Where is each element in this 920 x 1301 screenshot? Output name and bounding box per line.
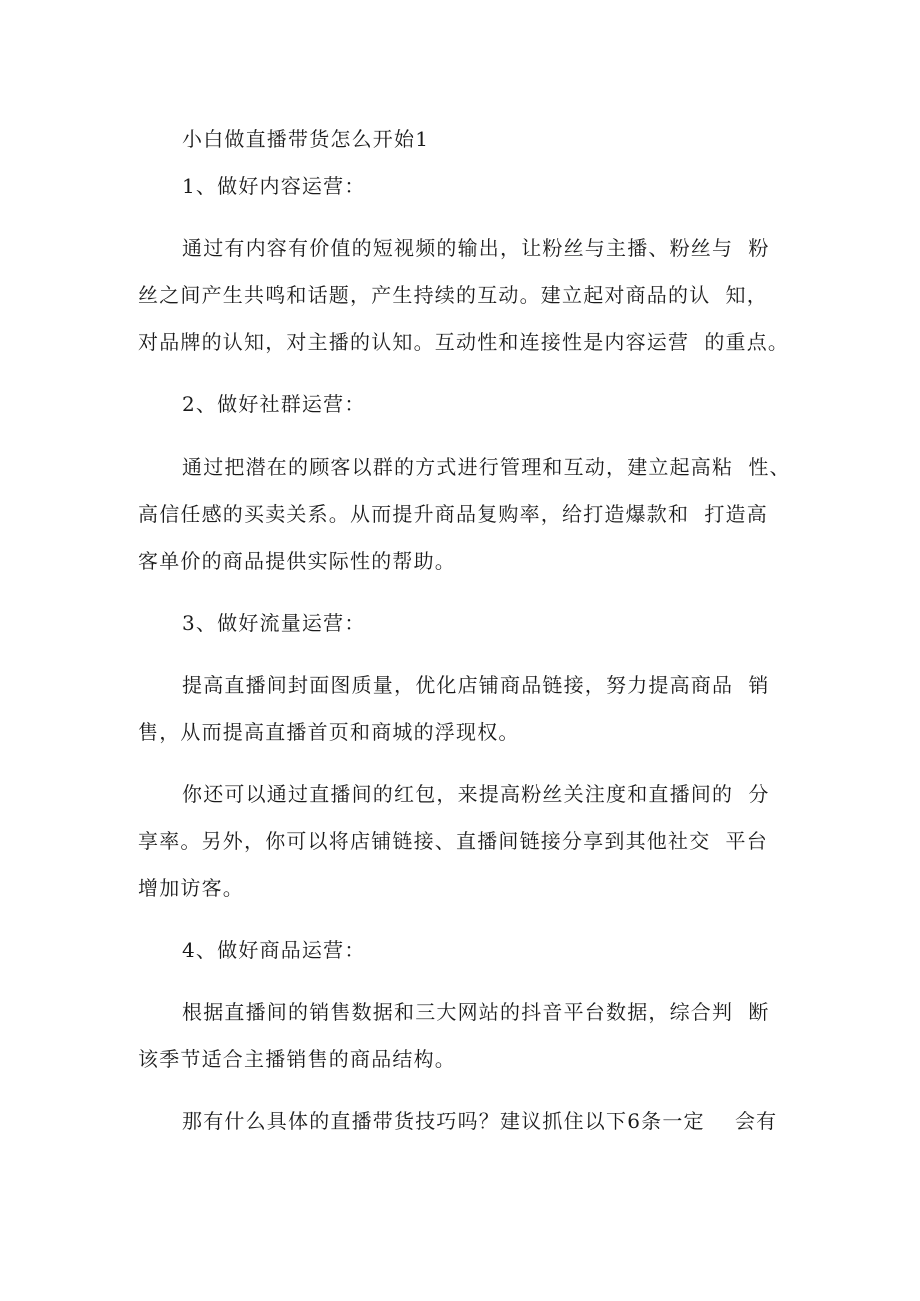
paragraph-line: 对品牌的认知，对主播的认知。互动性和连接性是内容运营 的重点。 bbox=[138, 330, 790, 354]
section-heading-4: 4、做好商品运营： bbox=[182, 938, 366, 962]
paragraph-line: 该季节适合主播销售的商品结构。 bbox=[138, 1047, 456, 1071]
paragraph-line: 通过把潜在的顾客以群的方式进行管理和互动，建立起高粘 性、 bbox=[182, 455, 791, 479]
paragraph-line: 提高直播间封面图质量，优化店铺商品链接，努力提高商品 销 bbox=[182, 673, 770, 697]
paragraph-line: 那有什么具体的直播带货技巧吗？建议抓住以下6条一定 会有 bbox=[182, 1109, 778, 1133]
paragraph-line: 通过有内容有价值的短视频的输出，让粉丝与主播、粉丝与 粉 bbox=[182, 236, 770, 260]
paragraph-line: 售，从而提高直播首页和商城的浮现权。 bbox=[138, 720, 520, 744]
paragraph-line: 高信任感的买卖关系。从而提升商品复购率，给打造爆款和 打造高 bbox=[138, 502, 768, 526]
paragraph-line: 根据直播间的销售数据和三大网站的抖音平台数据，综合判 断 bbox=[182, 1000, 770, 1024]
paragraph-line: 丝之间产生共鸣和话题，产生持续的互动。建立起对商品的认 知， bbox=[138, 283, 768, 307]
paragraph-line: 你还可以通过直播间的红包，来提高粉丝关注度和直播间的 分 bbox=[182, 782, 770, 806]
page-title: 小白做直播带货怎么开始1 bbox=[182, 127, 430, 151]
paragraph-line: 客单价的商品提供实际性的帮助。 bbox=[138, 549, 456, 573]
section-heading-2: 2、做好社群运营： bbox=[182, 392, 366, 416]
section-heading-3: 3、做好流量运营： bbox=[182, 611, 366, 635]
paragraph-line: 增加访客。 bbox=[138, 876, 244, 900]
paragraph-line: 享率。另外，你可以将店铺链接、直播间链接分享到其他社交 平台 bbox=[138, 829, 768, 853]
section-heading-1: 1、做好内容运营： bbox=[182, 174, 366, 198]
